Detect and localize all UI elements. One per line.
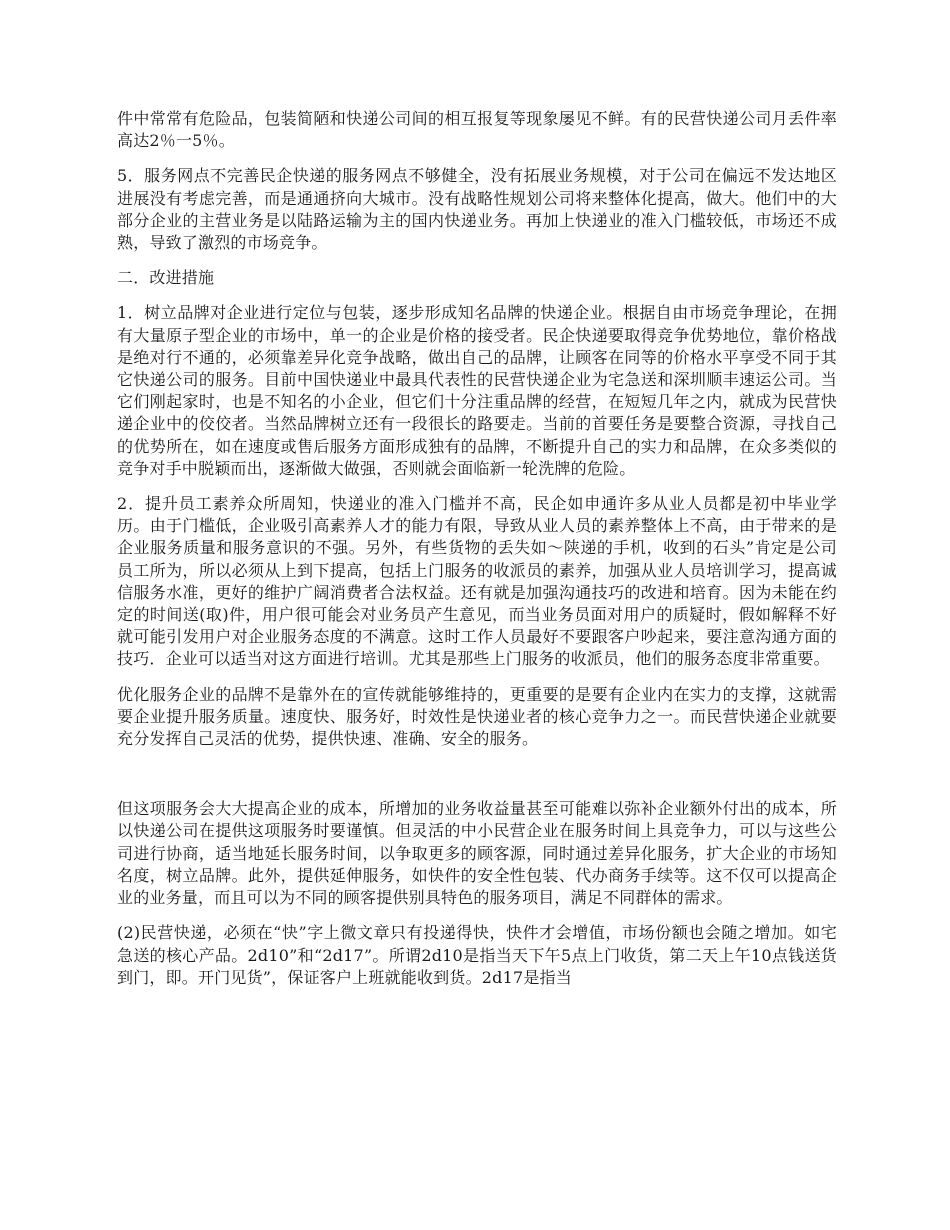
paragraph-extended-service: 但这项服务会大大提高企业的成本，所增加的业务收益量甚至可能难以弥补企业额外付出的成本，所以快递公司在提供这项服务时要谨慎。但灵活的中小民营企业在服务时间上具竞争力，可以与这些公司进行协商，适当地延长服务时间，以争取更多的顾客源，同时通过差异化服务，扩大企业的市场知名度，树立品牌。此外，提供延伸服务，如快件的安全性包装、代办商务手续等。这不仅可以提高企业的业务量，而且可以为不同的顾客提供别具特色的服务项目，满足不同群体的需求。 (117, 799, 837, 908)
paragraph-loss-rate: 件中常常有危险品，包装简陋和快递公司间的相互报复等现象屡见不鲜。有的民营快递公司月丢件率高达2％一5％。 (117, 109, 837, 151)
section-heading-improvements: 二．改进措施 (117, 268, 215, 288)
document-page (117, 108, 837, 1002)
paragraph-staff-quality: 2．提升员工素养众所周知，快递业的准入门槛并不高，民企如申通许多从业人员都是初中毕业学历。由于门槛低，企业吸引高素养人才的能力有限，导致从业人员的素养整体上不高，由于带来的是企业服务质量和服务意识的不强。另外，有些货物的丢失如～陕递的手机，收到的石头”肯定是公司员工所为，所以必须从上到下提高，包括上门服务的收派员的素养，加强从业人员培训学习，提高诚信服务水准，更好的维护广阔消费者合法权益。还有就是加强沟通技巧的改进和培育。因为未能在约定的时间送(取)件，用户很可能会对业务员产生意见，而当业务员面对用户的质疑时，假如解释不好就可能引发用户对企业服务态度的不满意。这时工作人员最好不要跟客户吵起来，要注意沟通方面的技巧．企业可以适当对这方面进行培训。尤其是那些上门服务的收派员，他们的服务态度非常重要。 (117, 494, 837, 669)
paragraph-brand-building: 1．树立品牌对企业进行定位与包装，逐步形成知名品牌的快递企业。根据自由市场竞争理论，在拥有大量原子型企业的市场中，单一的企业是价格的接受者。民企快递要取得竞争优势地位，靠价格战是绝对行不通的，必须靠差异化竞争战略，做出自己的品牌，让顾客在同等的价格水平享受不同于其它快递公司的服务。目前中国快递业中最具代表性的民营快递企业为宅急送和深圳顺丰速运公司。当它们刚起家时，也是不知名的小企业，但它们十分注重品牌的经营，在短短几年之内，就成为民营快递企业中的佼佼者。当然品牌树立还有一段很长的路要走。当前的首要任务是要整合资源，寻找自己的优势所在，如在速度或售后服务方面形成独有的品牌，不断提升自己的实力和品牌，在众多类似的竞争对手中脱颖而出，逐渐做大做强，否则就会面临新一轮洗牌的危险。 (117, 303, 837, 478)
paragraph-service-optimization: 优化服务企业的品牌不是靠外在的宣传就能够维持的，更重要的是要有企业内在实力的支撑，这就需要企业提升服务质量。速度快、服务好，时效性是快递业者的核心竞争力之一。而民营快递企业就要充分发挥自己灵活的优势，提供快速、准确、安全的服务。 (117, 684, 837, 749)
paragraph-speed-delivery: (2)民营快递，必须在“快”字上微文章只有投递得快，快件才会增值，市场份额也会随之增加。如宅急送的核心产品。2d10”和“2d17”。所谓2d10是指当天下午5点上门收货，第二天上午10点钱送货到门，即。开门见货”，保证客户上班就能收到货。2d17是指当 (117, 923, 837, 987)
paragraph-service-network: 5．服务网点不完善民企快递的服务网点不够健全，没有拓展业务规模，对于公司在偏远不发达地区进展没有考虑完善，而是通通挤向大城市。没有战略性规划公司将来整体化提高，做大。他们中的大部分企业的主营业务是以陆路运输为主的国内快递业务。再加上快递业的准入门槛较低，市场还不成熟，导致了激烈的市场竞争。 (117, 166, 837, 253)
